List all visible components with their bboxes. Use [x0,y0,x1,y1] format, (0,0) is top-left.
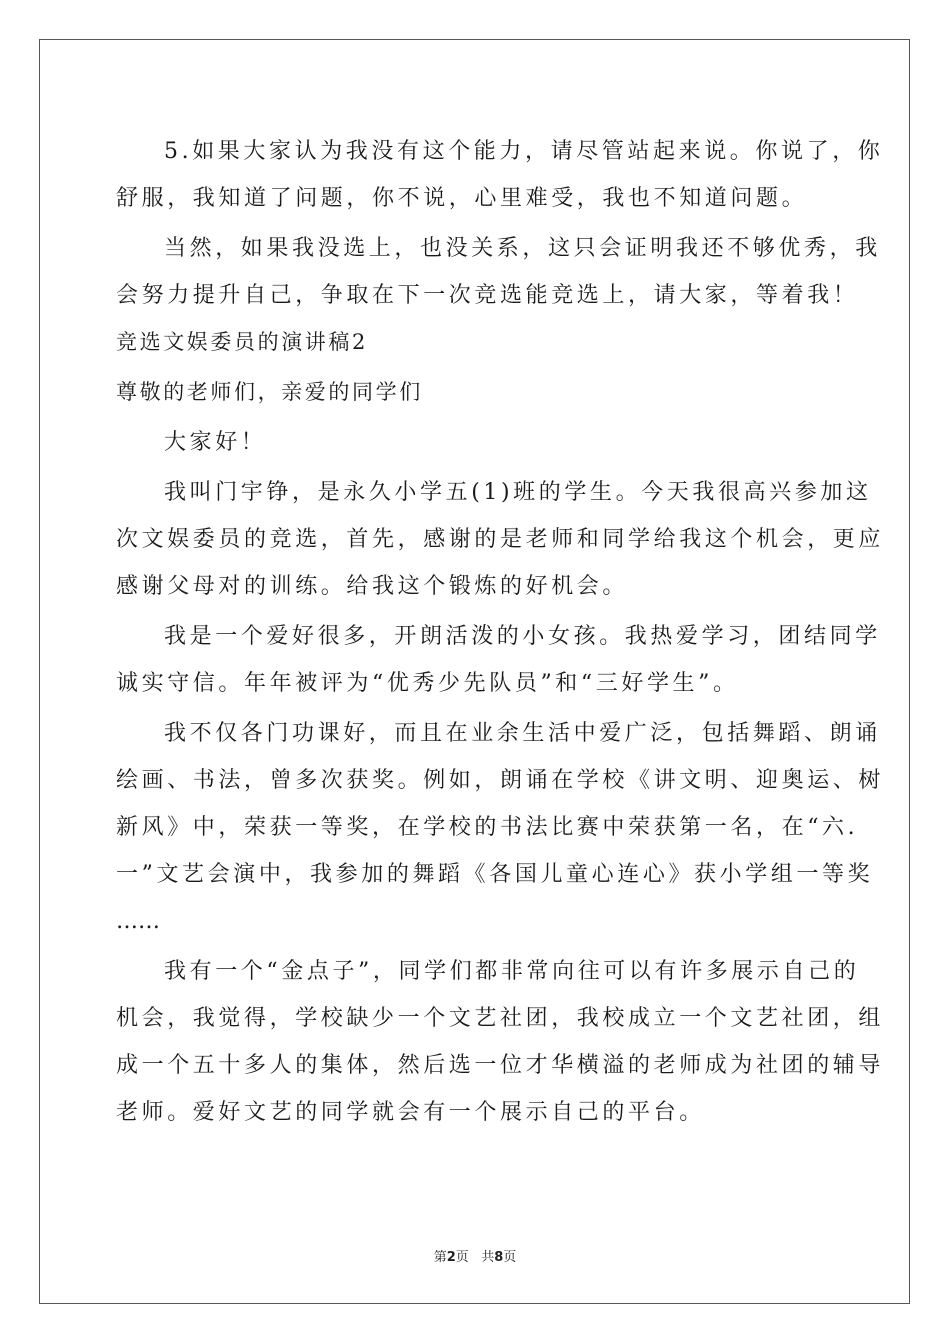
page-number: 2 [446,1250,456,1265]
page-prefix: 第 [433,1250,447,1265]
total-pages: 8 [494,1250,504,1265]
paragraph-4 [116,613,881,707]
text-line: 新风》中，荣获一等奖，在学校的书法比赛中荣获第一名，在“六. [116,815,859,840]
page-suffix: 页 [455,1250,469,1265]
document-title: 竞选文娱委员的演讲稿2 [116,330,368,354]
text-line: 老师。爱好文艺的同学就会有一个展示自己的平台。 [116,1100,705,1125]
text-line: 5.如果大家认为我没有这个能力，请尽管站起来说。你说了，你 [164,139,884,164]
greeting: 大家好！ [164,430,267,455]
text-line: 舒服，我知道了问题，你不说，心里难受，我也不知道问题。 [116,186,808,211]
text-line: 会努力提升自己，争取在下一次竞选能竞选上，请大家，等着我！ [116,283,859,308]
total-suffix: 页 [503,1250,517,1265]
total-prefix: 共 [481,1250,495,1265]
text-line: 绘画、书法，曾多次获奖。例如，朗诵在学校《讲文明、迎奥运、树 [116,768,885,793]
text-line: 次文娱委员的竞选，首先，感谢的是老师和同学给我这个机会，更应 [116,527,885,552]
text-line: 我叫门宇铮，是永久小学五(1)班的学生。今天我很高兴参加这 [164,480,872,505]
text-line: 当然，如果我没选上，也没关系，这只会证明我还不够优秀，我 [164,236,881,261]
text-line: 我是一个爱好很多，开朗活泼的小女孩。我热爱学习，团结同学 [164,624,881,649]
paragraph-5 [116,710,885,945]
text-line: 我有一个“金点子”，同学们都非常向往可以有许多展示自己的 [164,959,860,984]
text-line: 诚实守信。年年被评为“优秀少先队员”和“三好学生”。 [116,671,739,696]
paragraph-2 [116,225,881,319]
text-line: 我不仅各门功课好，而且在业余生活中爱广泛，包括舞蹈、朗诵 [164,721,881,746]
text-line: 一”文艺会演中，我参加的舞蹈《各国儿童心连心》获小学组一等奖 [116,862,874,887]
paragraph-3 [116,469,885,610]
paragraph-1 [116,128,884,222]
page-footer [0,1246,950,1265]
document-body [116,128,885,1136]
ellipsis-line: …… [116,909,160,934]
text-line: 成一个五十多人的集体，然后选一位才华横溢的老师成为社团的辅导 [116,1053,885,1078]
text-line: 感谢父母对的训练。给我这个锻炼的好机会。 [116,574,629,599]
text-line: 机会，我觉得，学校缺少一个文艺社团，我校成立一个文艺社团，组 [116,1006,885,1031]
paragraph-6 [116,948,885,1136]
salutation: 尊敬的老师们，亲爱的同学们 [116,380,423,404]
